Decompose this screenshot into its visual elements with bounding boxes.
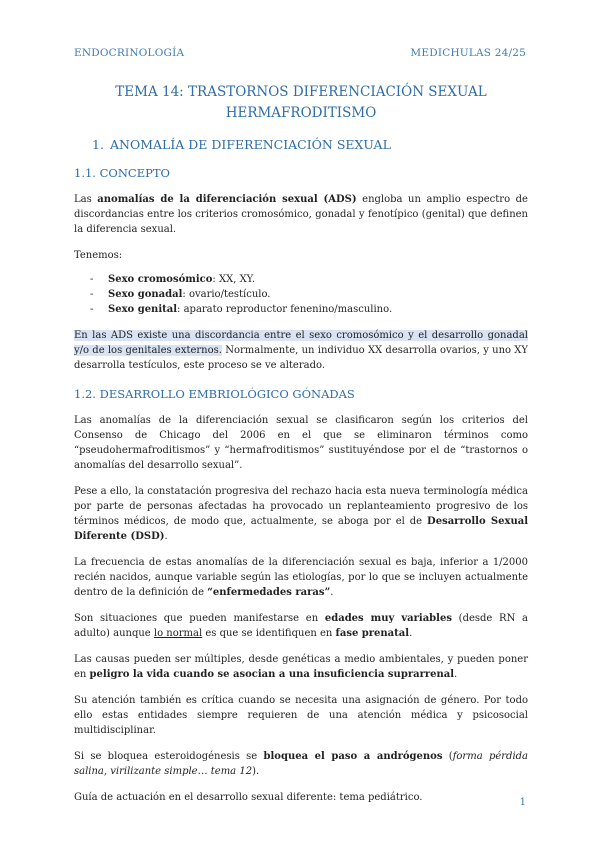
document-body <box>74 82 528 805</box>
title-line-1: TEMA 14: TRASTORNOS DIFERENCIACIÓN SEXUAL <box>115 84 487 100</box>
section-title: ANOMALÍA DE DIFERENCIACIÓN SEXUAL <box>110 137 391 152</box>
paragraph-atencion: Su atención también es crítica cuando se necesita una asignación de género. Por todo ello estas entidades siempre requieren de una atención médica y psicosocial multidisciplinar. <box>74 695 528 736</box>
paragraph-edades: Son situaciones que pueden manifestarse en edades muy variables (desde RN a adulto) aunque lo normal es que se identifiquen en fase prenatal. <box>74 613 528 639</box>
paragraph-dsd: Pese a ello, la constatación progresiva del rechazo hacia esta nueva terminología médica por parte de personas afectadas ha provocado un replanteamiento progresivo de los términos médicos, de modo que, actualmente, se aboga por el de Desarrollo Sexual Diferente (DSD). <box>74 486 528 542</box>
highlighted-text: En las ADS existe una discordancia entre el sexo cromosómico y el desarrollo gonadal y/o de los genitales externos. <box>74 330 528 356</box>
header-source: MEDICHULAS 24/25 <box>410 47 526 59</box>
section-number: 1. <box>92 137 104 152</box>
page-number: 1 <box>519 797 526 808</box>
paragraph-frecuencia: La frecuencia de estas anomalías de la diferenciación sexual es baja, inferior a 1/2000 recién nacidos, aunque variable según las etiologías, por lo que se incluyen actualmente dentro de la definición de “enfermedades raras”. <box>74 557 528 598</box>
paragraph-discordance: En las ADS existe una discordancia entre el sexo cromosómico y el desarrollo gonadal y/o de los genitales externos. Normalmente, un individuo XX desarrolla ovarios, y uno XY desarrolla testículos, este proceso se ve alterado. <box>74 330 529 371</box>
paragraph-causas: Las causas pueden ser múltiples, desde genéticas a medio ambientales, y pueden poner en peligro la vida cuando se asocian a una insuficiencia suprarrenal. <box>74 654 528 680</box>
list-item: - Sexo cromosómico: XX, XY. <box>90 274 256 285</box>
section-heading <box>92 137 528 152</box>
paragraph-definition: Las anomalías de la diferenciación sexual (ADS) engloba un amplio espectro de discordancias entre los criterios cromosómico, gonadal y fenotípico (genital) que definen la diferencia sexual. <box>74 194 528 235</box>
paragraph-chicago: Las anomalías de la diferenciación sexual se clasificaron según los criterios del Consenso de Chicago del 2006 en el que se eliminaron términos como “pseudohermafroditismos” y “hermafroditismos” sustituyéndose por el de “trastornos o anomalías del desarrollo sexual”. <box>74 415 528 471</box>
paragraph-esteroidogenesis: Si se bloquea esteroidogénesis se bloquea el paso a andrógenos (forma pérdida salina, virilizante simple… tema 12). <box>74 751 529 777</box>
list-item: - Sexo gonadal: ovario/testículo. <box>90 289 271 300</box>
list-item: - Sexo genital: aparato reproductor fenenino/masculino. <box>90 304 393 315</box>
paragraph-guia: Guía de actuación en el desarrollo sexual diferente: tema pediátrico. <box>74 792 423 803</box>
paragraph-tenemos: Tenemos: <box>74 250 123 261</box>
page-title <box>74 82 528 124</box>
subsection-heading-concepto: 1.1. CONCEPTO <box>74 166 170 180</box>
subsection-heading-desarrollo: 1.2. DESARROLLO EMBRIOLÓGICO GÓNADAS <box>74 387 355 401</box>
header-subject: ENDOCRINOLOGÍA <box>74 47 185 59</box>
title-line-2: HERMAFRODITISMO <box>225 105 377 121</box>
sex-types-list <box>74 272 528 317</box>
